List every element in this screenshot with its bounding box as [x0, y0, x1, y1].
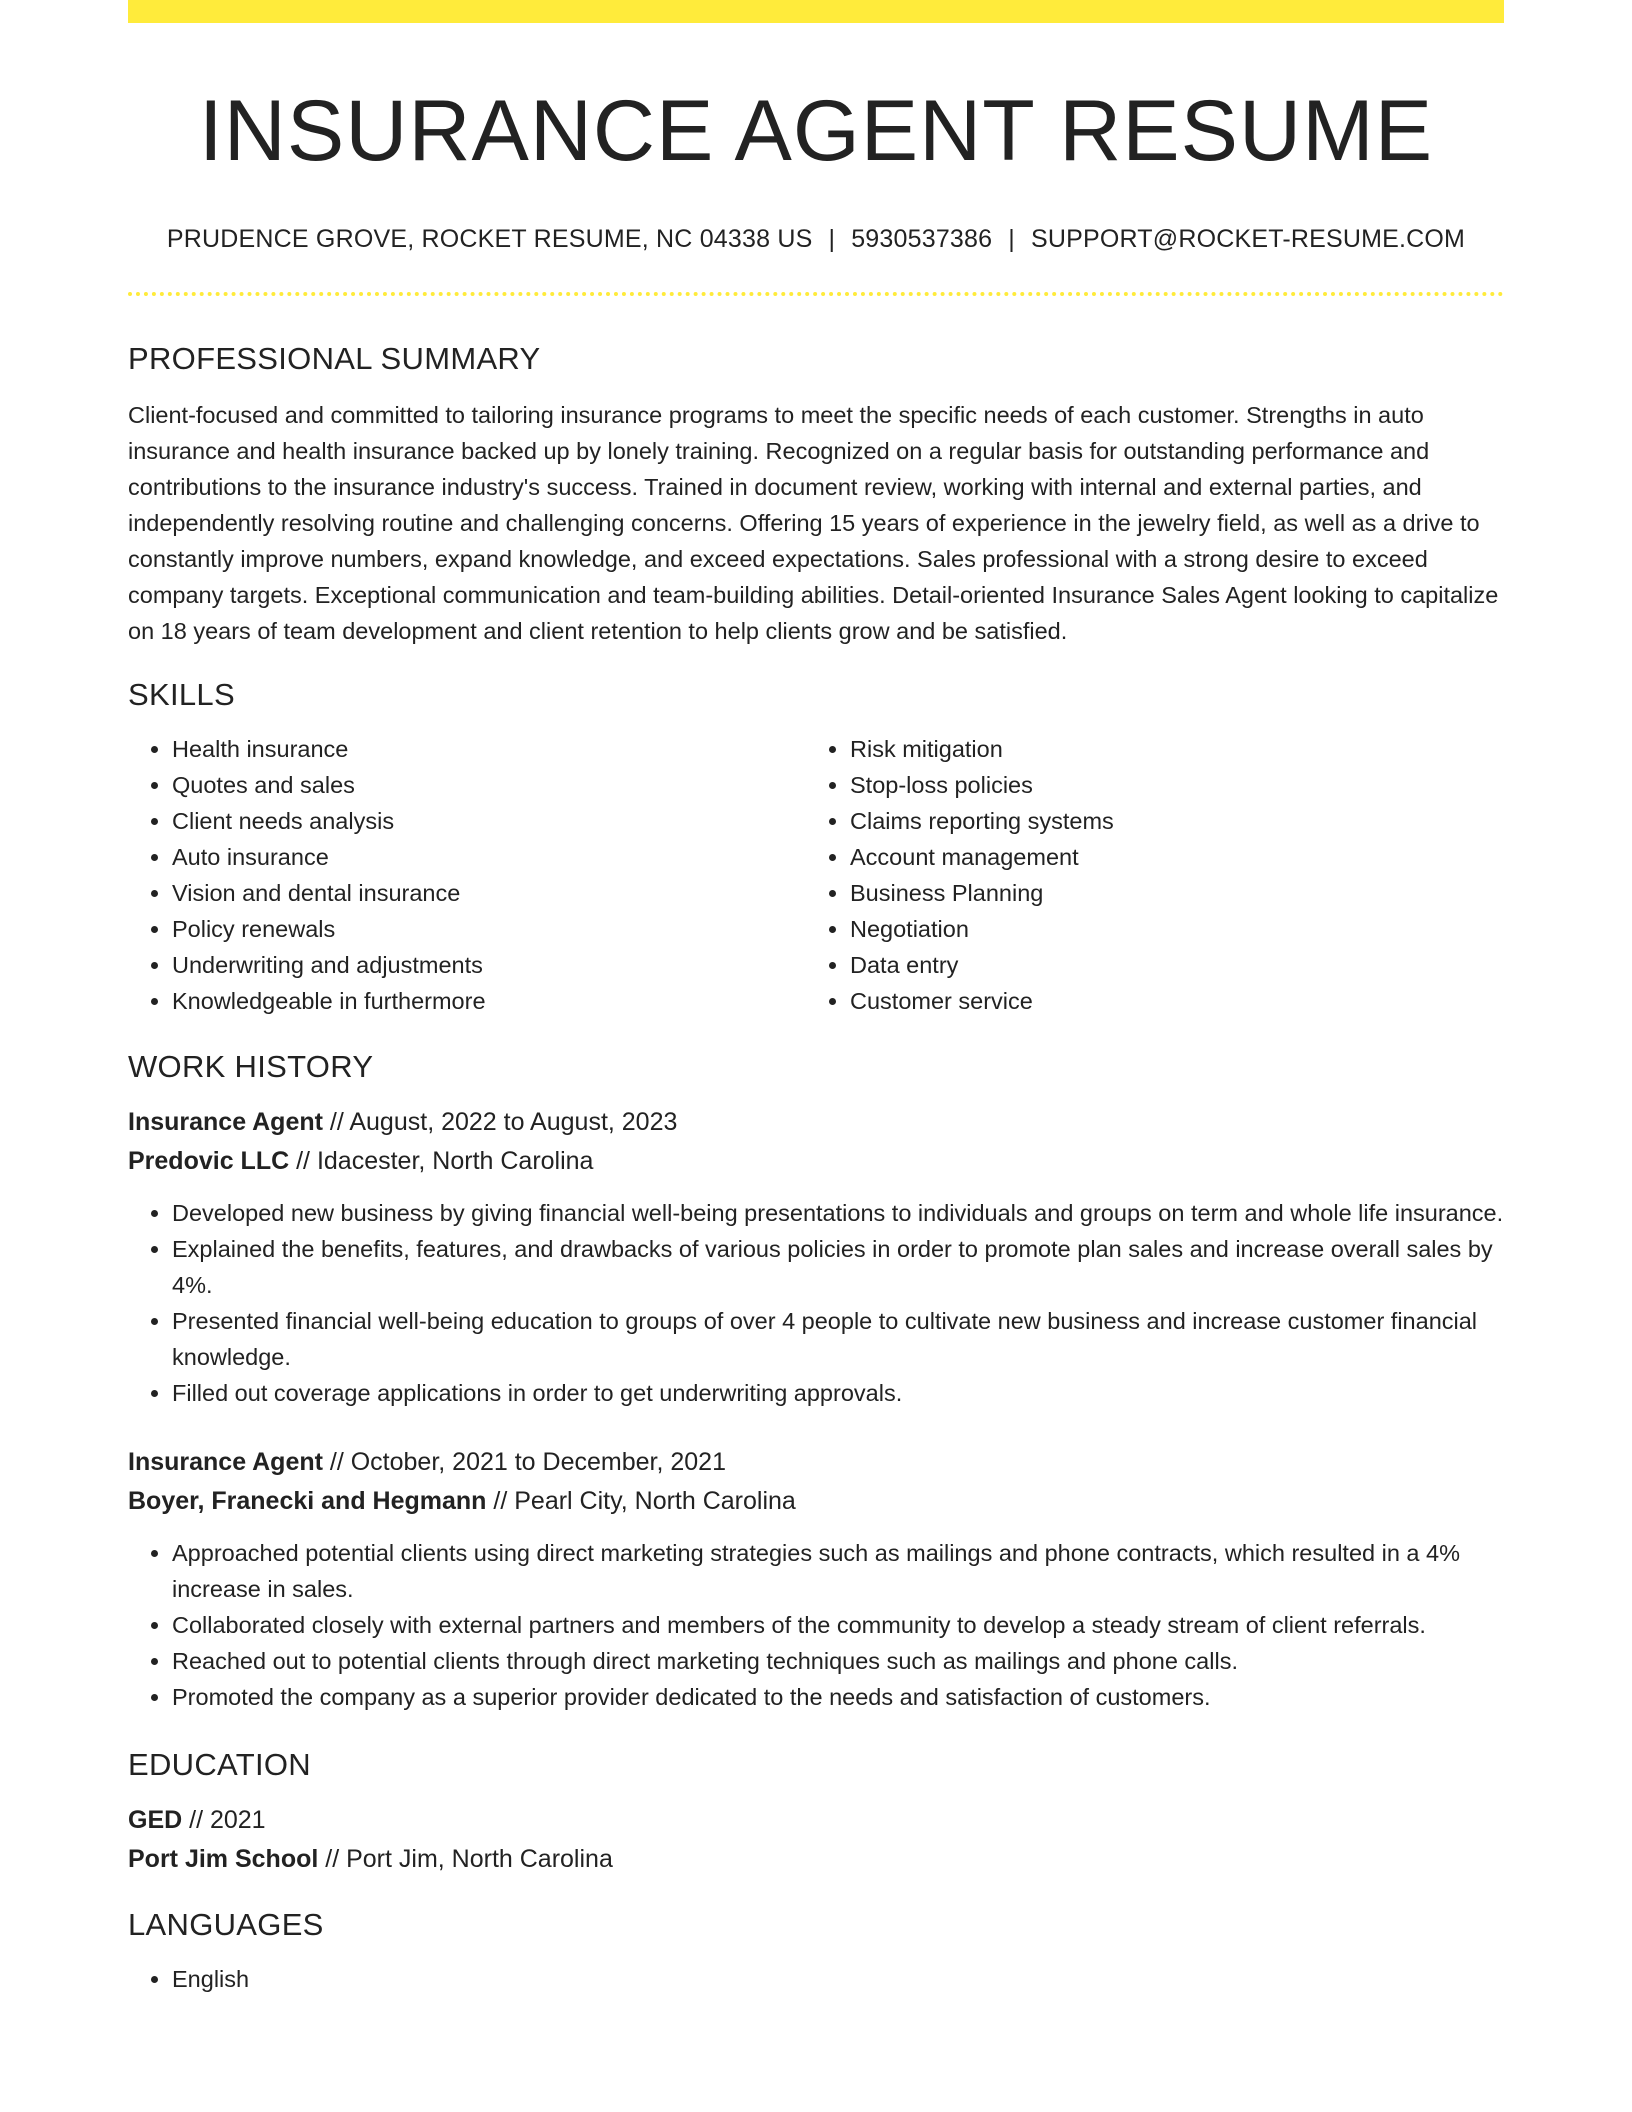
job-bullet: • Collaborated closely with external partners and members of the community to develop a steady stream of client referrals.: [172, 1607, 1504, 1643]
job-bullet: • Reached out to potential clients through direct marketing techniques such as mailings and phone calls.: [172, 1643, 1504, 1679]
skill-item: • Client needs analysis: [172, 803, 806, 839]
contact-phone: 5930537386: [851, 224, 993, 253]
job-bullet: • Approached potential clients using direct marketing strategies such as mailings and phone contracts, which resulted in a 4% increase in sales.: [172, 1535, 1504, 1607]
languages-heading: LANGUAGES: [128, 1906, 324, 1942]
top-accent-bar: [128, 0, 1504, 23]
skill-item: • Negotiation: [850, 911, 1484, 947]
skill-item: • Stop-loss policies: [850, 767, 1484, 803]
education-school-line: [128, 1840, 1504, 1879]
skills-list: [128, 731, 1504, 1019]
education-heading: EDUCATION: [128, 1746, 311, 1782]
job-bullet: • Promoted the company as a superior provider dedicated to the needs and satisfaction of customers.: [172, 1679, 1504, 1715]
job-dates: // October, 2021 to December, 2021: [322, 1447, 726, 1476]
education-year: // 2021: [182, 1805, 266, 1834]
skill-item: • Business Planning: [850, 875, 1484, 911]
skill-item: • Customer service: [850, 983, 1484, 1019]
job-title: Insurance Agent: [128, 1107, 323, 1136]
skills-column-left: [128, 731, 806, 1019]
job-company-line: [128, 1482, 1504, 1521]
skill-item: • Health insurance: [172, 731, 806, 767]
work-history-heading: WORK HISTORY: [128, 1048, 374, 1084]
contact-email: SUPPORT@ROCKET-RESUME.COM: [1030, 224, 1466, 253]
skill-item: • Vision and dental insurance: [172, 875, 806, 911]
skill-item: • Risk mitigation: [850, 731, 1484, 767]
job-title: Insurance Agent: [128, 1447, 323, 1476]
language-item: • English: [172, 1961, 1504, 1997]
education-location: // Port Jim, North Carolina: [318, 1844, 613, 1873]
job-bullet: • Explained the benefits, features, and drawbacks of various policies in order to promote plan sales and increase overall sales by 4%.: [172, 1231, 1504, 1303]
job-bullets: [128, 1535, 1504, 1715]
education-degree: GED: [128, 1805, 183, 1834]
skill-item: • Account management: [850, 839, 1484, 875]
job-bullets: [128, 1195, 1504, 1411]
resume-page: [128, 0, 1504, 1997]
job-entry: [128, 1103, 1504, 1411]
skill-item: • Data entry: [850, 947, 1484, 983]
job-bullet: • Filled out coverage applications in order to get underwriting approvals.: [172, 1375, 1504, 1411]
contact-line: [128, 225, 1504, 254]
skills-column-right: [806, 731, 1484, 1019]
job-company-line: [128, 1142, 1504, 1181]
skill-item: • Underwriting and adjustments: [172, 947, 806, 983]
page-title: INSURANCE AGENT RESUME: [198, 83, 1434, 179]
skill-item: • Quotes and sales: [172, 767, 806, 803]
skill-item: • Auto insurance: [172, 839, 806, 875]
contact-separator: |: [1008, 224, 1015, 253]
dotted-divider: [128, 292, 1504, 296]
education-degree-line: [128, 1801, 1504, 1840]
education-school: Port Jim School: [128, 1844, 319, 1873]
job-company: Predovic LLC: [128, 1146, 290, 1175]
contact-address: PRUDENCE GROVE, ROCKET RESUME, NC 04338 US: [166, 224, 813, 253]
summary-heading: PROFESSIONAL SUMMARY: [128, 340, 541, 376]
contact-separator: |: [828, 224, 836, 253]
job-bullet: • Presented financial well-being education to groups of over 4 people to cultivate new business and increase customer financial knowledge.: [172, 1303, 1504, 1375]
job-bullet: • Developed new business by giving financial well-being presentations to individuals and groups on term and whole life insurance.: [172, 1195, 1504, 1231]
skill-item: • Policy renewals: [172, 911, 806, 947]
job-location: // Idacester, North Carolina: [289, 1146, 594, 1175]
skills-heading: SKILLS: [128, 676, 235, 712]
job-title-line: [128, 1103, 1504, 1142]
job-entry: [128, 1443, 1504, 1715]
job-location: // Pearl City, North Carolina: [486, 1486, 796, 1515]
education-entry: [128, 1801, 1504, 1879]
job-company: Boyer, Franecki and Hegmann: [128, 1486, 487, 1515]
summary-text: Client-focused and committed to tailoring insurance programs to meet the specific needs of each customer. Strengths in auto insurance and health insurance backed up by lonely training. Recognized on a regular basis for outstanding performance and contributions to the insurance industry's success. Trained in document review, working with internal and external parties, and independently resolving routine and challenging concerns. Offering 15 years of experience in the jewelry field, as well as a drive to constantly improve numbers, expand knowledge, and exceed expectations. Sales professional with a strong desire to exceed company targets. Exceptional communication and team-building abilities. Detail-oriented Insurance Sales Agent looking to capitalize on 18 years of team development and client retention to help clients grow and be satisfied.: [128, 401, 1499, 644]
languages-list: [128, 1961, 1504, 1997]
job-dates: // August, 2022 to August, 2023: [322, 1107, 678, 1136]
job-title-line: [128, 1443, 1504, 1482]
skill-item: • Claims reporting systems: [850, 803, 1484, 839]
skill-item: • Knowledgeable in furthermore: [172, 983, 806, 1019]
